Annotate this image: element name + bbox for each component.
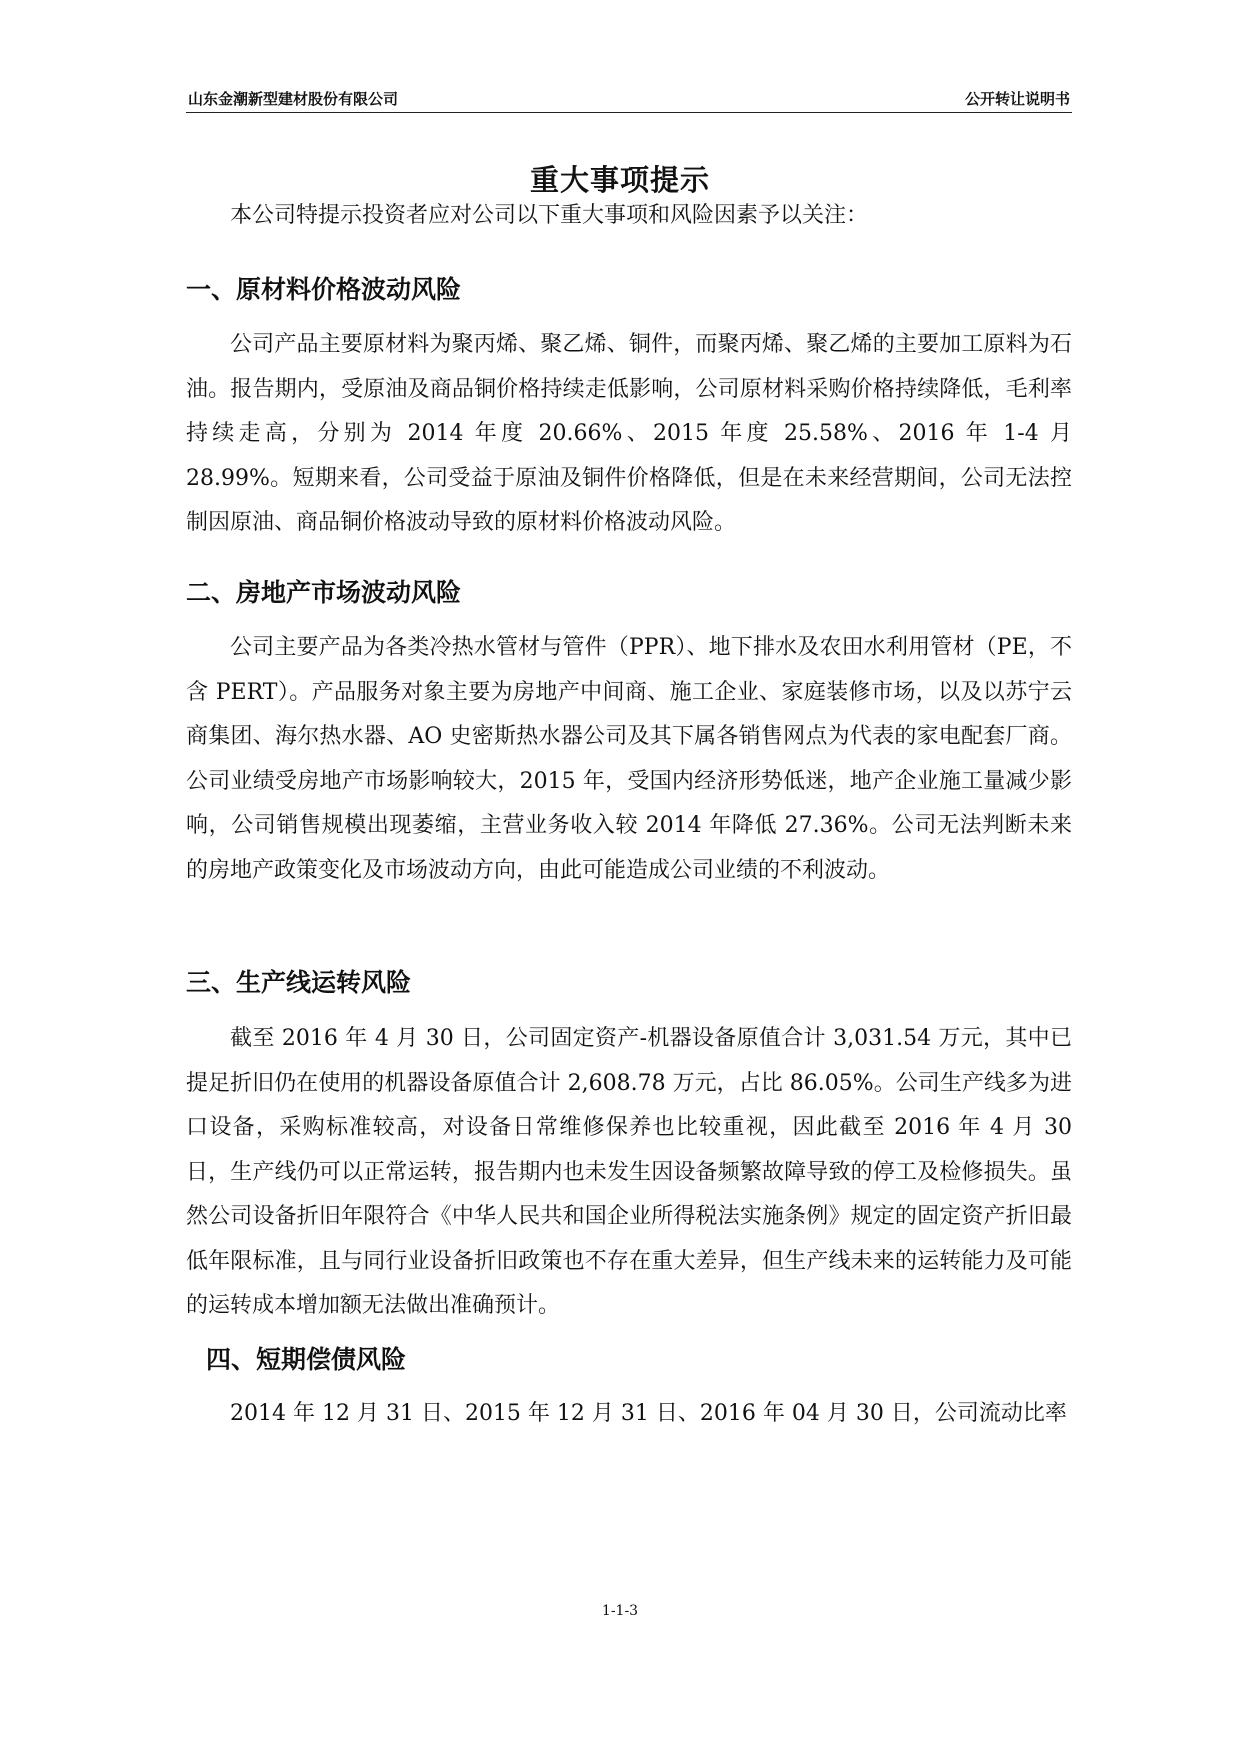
page-header bbox=[186, 86, 1072, 113]
section-1-body: 公司产品主要原材料为聚丙烯、聚乙烯、铜件，而聚丙烯、聚乙烯的主要加工原料为石油。报告期内，受原油及商品铜价格持续走低影响，公司原材料采购价格持续降低，毛利率持续走高，分别为 2014 年度 20.66%、2015 年度 25.58%、2016 年 1-4 月 28.99%。短期来看，公司受益于原油及铜件价格降低，但是在未来经营期间，公司无法控制因原油、商品铜价格波动导致的原材料价格波动风险。 bbox=[186, 332, 1072, 535]
intro-paragraph: 本公司特提示投资者应对公司以下重大事项和风险因素予以关注： bbox=[230, 203, 869, 228]
section-2-heading: 二、房地产市场波动风险 bbox=[186, 578, 462, 607]
section-3-body: 截至 2016 年 4 月 30 日，公司固定资产-机器设备原值合计 3,031.54 万元，其中已提足折旧仍在使用的机器设备原值合计 2,608.78 万元，占比 86.05%。公司生产线多为进口设备，采购标准较高，对设备日常维修保养也比较重视，因此截至 2016 年 4 月 30 日，生产线仍可以正常运转，报告期内也未发生因设备频繁故障导致的停工及检修损失。虽然公司设备折旧年限符合《中华人民共和国企业所得税法实施条例》规定的固定资产折旧最低年限标准，且与同行业设备折旧政策也不存在重大差异，但生产线未来的运转能力及可能的运转成本增加额无法做出准确预计。 bbox=[186, 1026, 1072, 1318]
section-2-body: 公司主要产品为各类冷热水管材与管件（PPR）、地下排水及农田水利用管材（PE，不含 PERT）。产品服务对象主要为房地产中间商、施工企业、家庭装修市场，以及以苏宁云商集团、海尔热水器、AO 史密斯热水器公司及其下属各销售网点为代表的家电配套厂商。公司业绩受房地产市场影响较大，2015 年，受国内经济形势低迷，地产企业施工量减少影响，公司销售规模出现萎缩，主营业务收入较 2014 年降低 27.36%。公司无法判断未来的房地产政策变化及市场波动方向，由此可能造成公司业绩的不利波动。 bbox=[186, 635, 1072, 883]
section-3-heading: 三、生产线运转风险 bbox=[186, 968, 412, 997]
section-1-heading: 一、原材料价格波动风险 bbox=[186, 275, 462, 304]
page-title: 重大事项提示 bbox=[529, 163, 710, 197]
header-company: 山东金潮新型建材股份有限公司 bbox=[188, 90, 399, 108]
section-4-body: 2014 年 12 月 31 日、2015 年 12 月 31 日、2016 年 04 月 30 日，公司流动比率 bbox=[230, 1401, 1067, 1426]
header-doc-type: 公开转让说明书 bbox=[964, 90, 1070, 108]
page-number: 1-1-3 bbox=[601, 1603, 639, 1619]
section-4-heading: 四、短期偿债风险 bbox=[206, 1345, 407, 1374]
